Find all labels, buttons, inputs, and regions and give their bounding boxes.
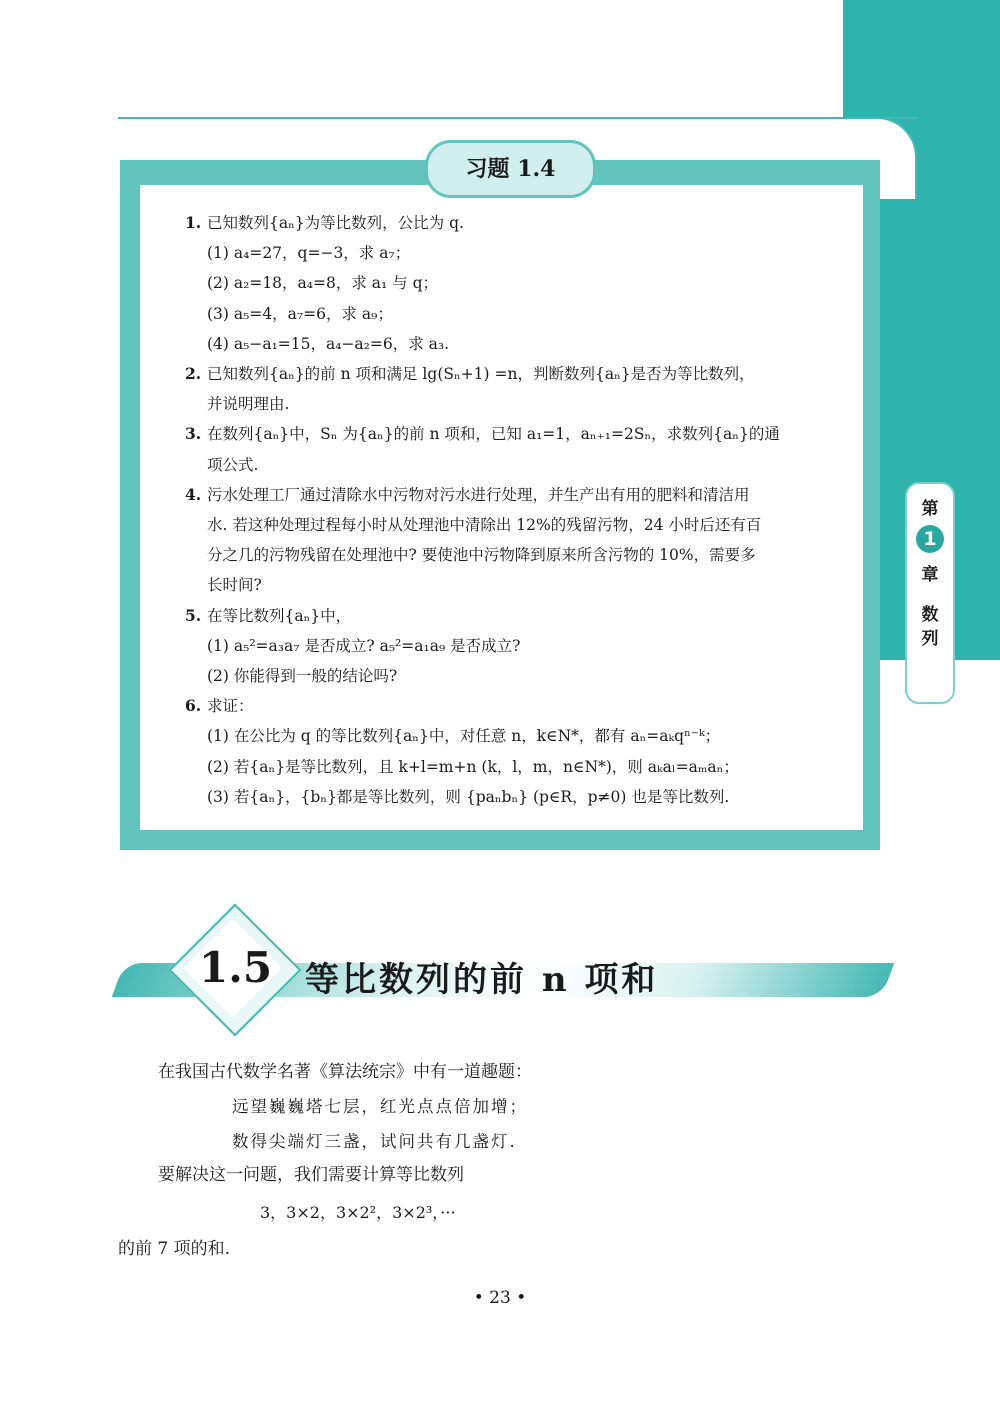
exercise-text: (1) a₅²=a₃a₇ 是否成立? a₅²=a₁a₉ 是否成立? — [207, 636, 521, 655]
exercise-text: (3) a₅=4，a₇=6，求 a₉； — [207, 304, 393, 323]
question-number: 2. — [185, 364, 202, 384]
exercise-question — [185, 359, 835, 389]
section-title: 等比数列的前 n 项和 — [305, 960, 659, 1000]
exercise-question — [185, 208, 835, 238]
question-number: 3. — [185, 424, 202, 444]
exercise-text: (3) 若{aₙ}，{bₙ}都是等比数列，则 {paₙbₙ} (p∈R，p≠0) 也是等比数列. — [207, 787, 730, 806]
exercise-text: 并说明理由. — [207, 395, 290, 414]
exercise-continuation — [185, 450, 835, 480]
exercise-text: 污水处理工厂通过清除水中污物对污水进行处理，并生产出有用的肥料和清洁用 — [207, 485, 750, 504]
poem-line-2: 数得尖端灯三盏，试问共有几盏灯. — [232, 1132, 517, 1151]
exercise-text: 分之几的污物残留在处理池中? 要使池中污物降到原来所含污物的 10%，需要多 — [207, 546, 756, 565]
exercise-question — [185, 601, 835, 631]
chapter-number-badge: 1 — [916, 525, 944, 553]
side-tab-suffix: 章 — [921, 565, 939, 585]
paragraph-2: 要解决这一问题，我们需要计算等比数列 — [158, 1165, 464, 1185]
sequence-formula: 3，3×2，3×2²，3×2³，··· — [260, 1203, 456, 1222]
exercise-subpart — [185, 661, 835, 691]
side-tab-prefix: 第 — [921, 499, 939, 519]
exercise-text: (2) a₂=18，a₄=8，求 a₁ 与 q； — [207, 274, 439, 293]
exercise-subpart — [185, 782, 835, 812]
exercise-text: (2) 你能得到一般的结论吗? — [207, 667, 398, 686]
exercise-subpart — [185, 631, 835, 661]
exercise-text: 已知数列{aₙ}为等比数列，公比为 q. — [207, 214, 464, 232]
section-number: 1.5 — [199, 943, 273, 992]
exercise-text: 长时间? — [207, 576, 262, 595]
exercise-text: 在数列{aₙ}中，Sₙ 为{aₙ}的前 n 项和，已知 a₁=1，aₙ₊₁=2Sₙ，求数列{aₙ}的通 — [207, 425, 780, 444]
chapter-side-tab — [905, 482, 955, 704]
exercise-text: (1) a₄=27，q=−3，求 a₇； — [207, 244, 411, 263]
page-number: • 23 • — [473, 1288, 527, 1308]
exercise-text: 在等比数列{aₙ}中， — [207, 606, 352, 625]
question-number: 1. — [185, 213, 202, 232]
exercise-continuation — [185, 540, 835, 570]
exercise-subpart — [185, 752, 835, 782]
exercise-subpart — [185, 238, 835, 268]
exercise-text: (2) 若{aₙ}是等比数列，且 k+l=m+n (k，l，m，n∈N*)，则 aₖaₗ=aₘaₙ； — [207, 757, 739, 776]
exercise-question — [185, 480, 835, 510]
exercise-text: 项公式. — [207, 455, 259, 474]
intro-paragraph: 在我国古代数学名著《算法统宗》中有一道趣题： — [158, 1062, 532, 1082]
exercise-text: 水. 若这种处理过程每小时从处理池中清除出 12%的残留污物，24 小时后还有百 — [207, 516, 762, 535]
exercise-subpart — [185, 329, 835, 359]
poem-line-1: 远望巍巍塔七层，红光点点倍加增； — [232, 1097, 528, 1116]
exercise-text: 求证： — [207, 697, 254, 716]
exercise-subpart — [185, 268, 835, 298]
question-number: 6. — [185, 696, 202, 716]
exercise-text: (4) a₅−a₁=15，a₄−a₂=6，求 a₃. — [207, 334, 450, 353]
exercise-text: 已知数列{aₙ}的前 n 项和满足 lg(Sₙ+1) =n，判断数列{aₙ}是否为等比数列， — [207, 365, 755, 384]
exercise-question — [185, 419, 835, 449]
exercise-question — [185, 691, 835, 721]
exercise-title: 习题 1.4 — [425, 140, 596, 198]
exercise-continuation — [185, 570, 835, 600]
paragraph-3: 的前 7 项的和. — [118, 1239, 231, 1259]
exercise-continuation — [185, 510, 835, 540]
exercise-subpart — [185, 721, 835, 751]
question-number: 5. — [185, 605, 202, 625]
exercise-list — [185, 208, 835, 812]
side-tab-title-2: 列 — [921, 629, 939, 649]
exercise-text: (1) 在公比为 q 的等比数列{aₙ}中，对任意 n，k∈N*，都有 aₙ=aₖqⁿ⁻ᵏ； — [207, 727, 721, 746]
exercise-subpart — [185, 299, 835, 329]
exercise-continuation — [185, 389, 835, 419]
side-tab-title-1: 数 — [921, 605, 939, 625]
question-number: 4. — [185, 484, 202, 504]
